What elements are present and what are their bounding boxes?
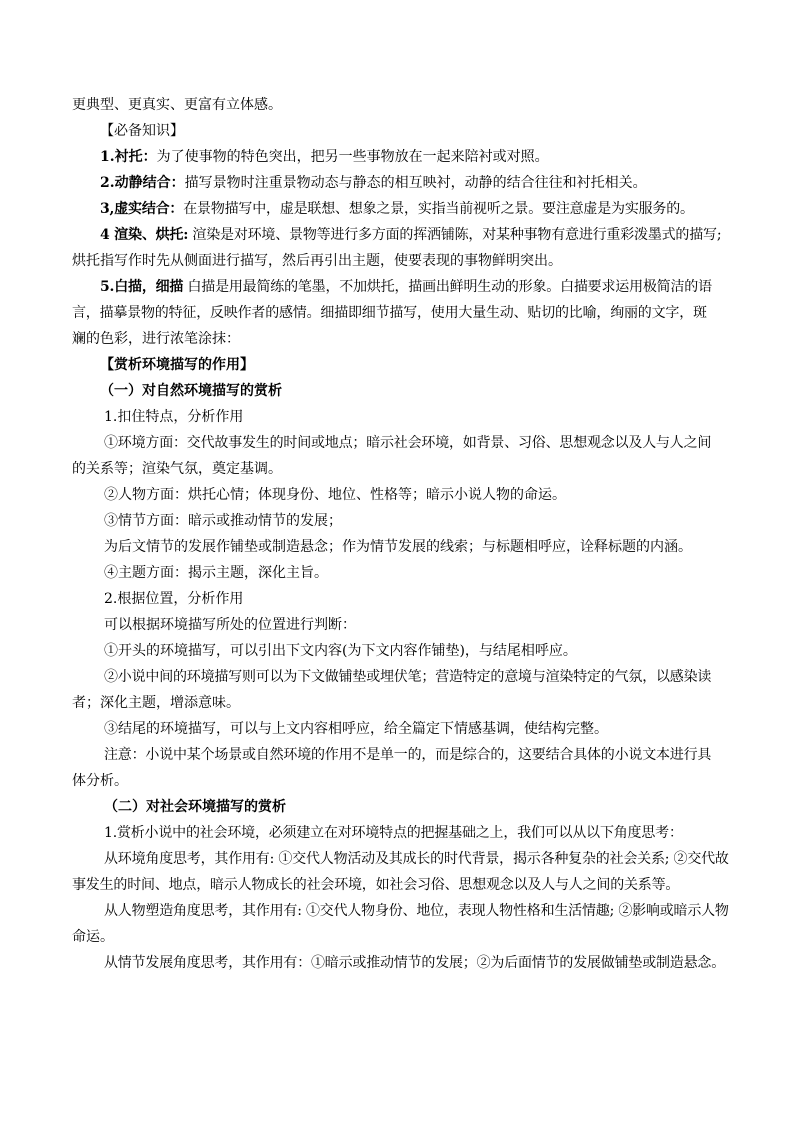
text-line: [72, 768, 724, 794]
line-text: 1.赏析小说中的社会环境，必须建立在对环境特点的把握基础之上，我们可以从以下角度思考：: [104, 825, 683, 841]
line-text: 在景物描写中，虚是联想、想象之景，实指当前视听之景。要注意虚是为实服务的。: [183, 201, 694, 217]
line-text: 为了使事物的特色突出，把另一些事物放在一起来陪衬或对照。: [156, 149, 549, 165]
text-line: [72, 898, 729, 924]
line-text: 言，描摹景物的特征，反映作者的感情。细描即细节描写，使用大量生动、贴切的比喻，绚丽的文字，斑: [72, 305, 707, 321]
text-line: [72, 820, 724, 846]
text-line: [72, 274, 724, 300]
text-line: [72, 846, 729, 872]
text-line: [72, 872, 724, 898]
text-line: [72, 300, 724, 326]
text-line: [72, 326, 724, 352]
line-text: 命运。: [72, 929, 114, 945]
line-text: ①开头的环境描写，可以引出下文内容(为下文内容作铺垫)，与结尾相呼应。: [104, 643, 577, 659]
text-line: [72, 508, 724, 534]
text-line: [72, 638, 724, 664]
heading-env-description: [72, 352, 724, 378]
text-line: [72, 170, 724, 196]
text-line: [72, 222, 724, 248]
line-text: 白描是用最简练的笔墨，不加烘托，描画出鲜明生动的形象。白描要求运用极简洁的语: [183, 279, 712, 295]
line-text: 注意：小说中某个场景或自然环境的作用不是单一的，而是综合的，这要结合具体的小说文本进行具: [104, 747, 712, 763]
text-line: [72, 716, 724, 742]
text-line: [72, 664, 724, 690]
line-text: 渲染是对环境、景物等进行多方面的挥洒铺陈，对某种事物有意进行重彩泼墨式的描写;: [188, 227, 722, 243]
line-text: 可以根据环境描写所处的位置进行判断：: [104, 617, 356, 633]
line-text: ②人物方面：烘托心情；体现身份、地位、性格等；暗示小说人物的命运。: [104, 487, 566, 503]
text-line: [72, 430, 724, 456]
line-text: ③结尾的环境描写，可以与上文内容相呼应，给全篇定下情感基调，使结构完整。: [104, 721, 608, 737]
line-text: 从环境角度思考，其作用有: ①交代人物活动及其成长的时代背景，揭示各种复杂的社会关系; ②交代故: [104, 851, 729, 867]
line-text: （二）对社会环境描写的赏析: [104, 799, 286, 815]
line-text: 烘托指写作时先从侧面进行描写，然后再引出主题，使要表现的事物鲜明突出。: [72, 253, 562, 269]
heading-required-knowledge: [72, 118, 724, 144]
text-line: [72, 612, 724, 638]
text-line: [72, 456, 724, 482]
line-text: 从人物塑造角度思考，其作用有: ①交代人物身份、地位，表现人物性格和生活情趣; ②影响或暗示人物: [104, 903, 729, 919]
text-line: [72, 586, 724, 612]
line-text: 事发生的时间、地点，暗示人物成长的社会环境，如社会习俗、思想观念以及人与人之间的关系等。: [72, 877, 680, 893]
text-line: [72, 404, 724, 430]
document-page: [72, 92, 729, 976]
text-line: [72, 690, 724, 716]
line-text: 【赏析环境描写的作用】: [100, 357, 254, 373]
line-text: 者；深化主题，增添意味。: [72, 695, 240, 711]
line-text: （一）对自然环境描写的赏析: [100, 383, 282, 399]
line-text: 的关系等；渲染气氛，奠定基调。: [72, 461, 282, 477]
text-line: [72, 924, 724, 950]
text-line: [72, 196, 724, 222]
text-line: [72, 560, 724, 586]
line-text: ④主题方面：揭示主题，深化主旨。: [104, 565, 328, 581]
line-text: ③情节方面：暗示或推动情节的发展；: [104, 513, 342, 529]
text-line: [72, 248, 724, 274]
line-text: ②小说中间的环境描写则可以为下文做铺垫或埋伏笔；营造特定的意境与渲染特定的气氛，以感染读: [104, 669, 712, 685]
term-label: 5.白描，细描: [100, 279, 184, 295]
line-text: 2.根据位置，分析作用: [104, 591, 244, 607]
term-label: 2.动静结合：: [100, 175, 185, 191]
line-text: ①环境方面：交代故事发生的时间或地点；暗示社会环境，如背景、习俗、思想观念以及人与人之间: [104, 435, 712, 451]
line-text: 体分析。: [72, 773, 128, 789]
text-line: [72, 144, 724, 170]
term-label: 4 渲染、烘托:: [100, 227, 189, 243]
line-text: 1.扣住特点，分析作用: [104, 409, 244, 425]
line-text: 为后文情节的发展作铺垫或制造悬念；作为情节发展的线索；与标题相呼应，诠释标题的内涵。: [104, 539, 692, 555]
text-line: [72, 92, 724, 118]
line-text: 更典型、更真实、更富有立体感。: [72, 97, 282, 113]
heading-natural-env: [72, 378, 724, 404]
text-line: [72, 950, 724, 976]
text-line: [72, 482, 724, 508]
text-line: [72, 534, 724, 560]
text-line: [72, 742, 724, 768]
heading-social-env: [72, 794, 724, 820]
term-label: 1.衬托：: [100, 149, 157, 165]
term-label: 3,虚实结合：: [100, 201, 184, 217]
line-text: 从情节发展角度思考，其作用有：①暗示或推动情节的发展；②为后面情节的发展做铺垫或制造悬念。: [104, 955, 725, 971]
line-text: 【必备知识】: [100, 123, 184, 139]
line-text: 描写景物时注重景物动态与静态的相互映衬，动静的结合往往和衬托相关。: [184, 175, 647, 191]
line-text: 斓的色彩，进行浓笔涂抹：: [72, 331, 240, 347]
